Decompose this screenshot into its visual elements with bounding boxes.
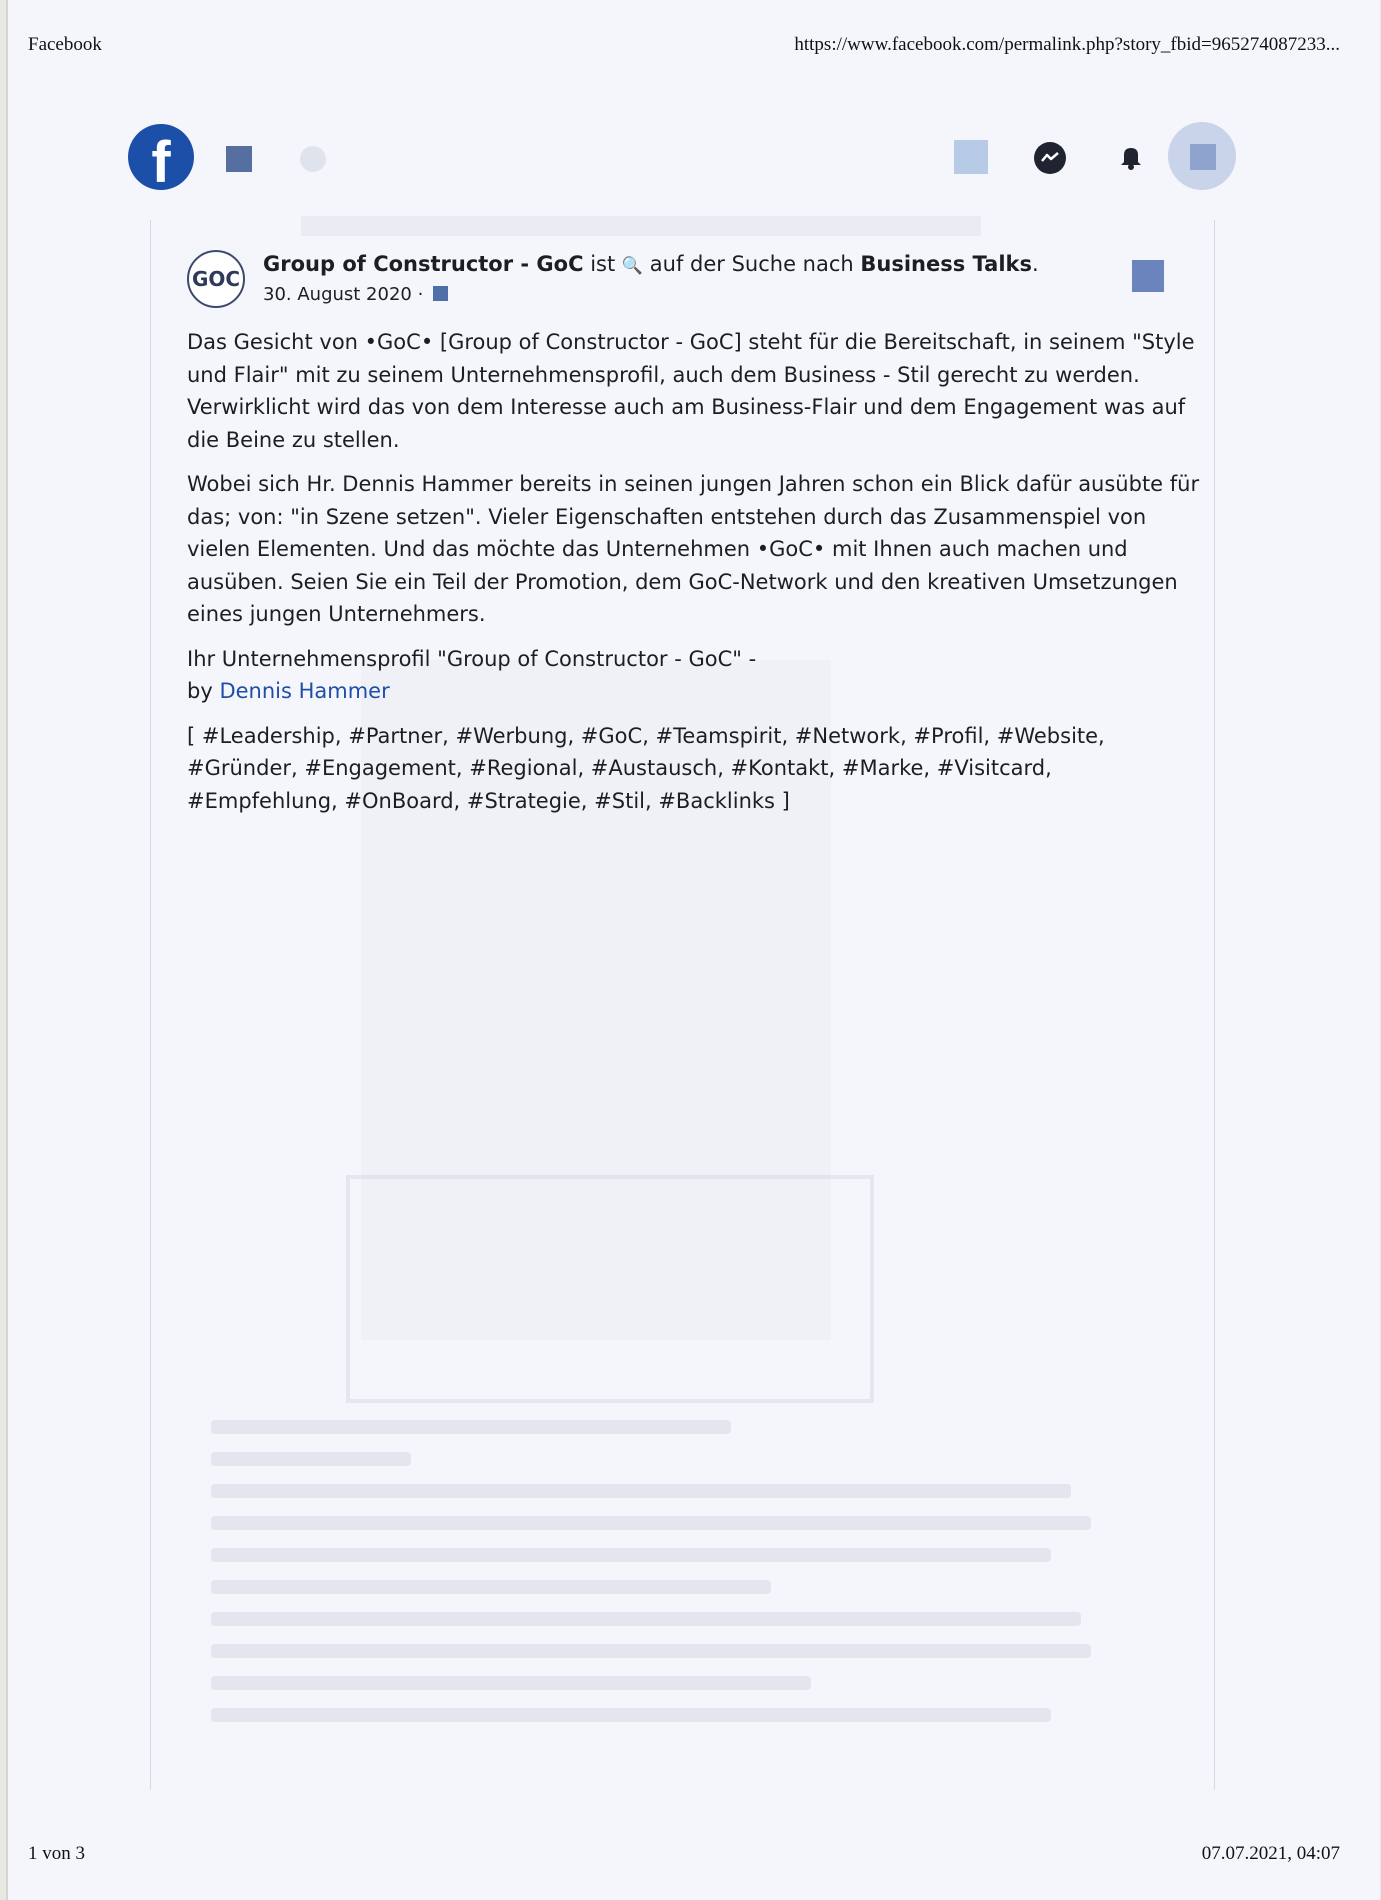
activity-target[interactable]: Business Talks [860,252,1032,276]
page-avatar[interactable]: GOC [187,250,245,308]
bell-icon[interactable] [1116,142,1146,172]
post-body [187,326,1207,829]
activity-prefix: ist [590,252,616,276]
messenger-icon[interactable] [1034,142,1066,174]
signature-line: Ihr Unternehmensprofil "Group of Constructor - GoC" - [187,646,757,671]
show-through-text [211,1420,1111,1740]
printed-page [6,0,1380,1900]
post-paragraph: Das Gesicht von •GoC• [Group of Constructor - GoC] steht für die Bereitschaft, in seinem "Style und Flair" mit zu seinem Unternehmensprofil, auch dem Business - Stil gerecht zu werden. Verwirklicht wird das von dem Interesse auch am Business-Flair und dem Engagement was auf die Beine zu stellen. [187,330,1195,452]
search-icon[interactable] [300,146,326,172]
post-card [150,220,1215,1790]
post-paragraph: Wobei sich Hr. Dennis Hammer bereits in seinen jungen Jahren schon ein Blick dafür ausübte für das; von: "in Szene setzen". Vieler Eigenschaften entstehen durch das Zusammenspiel von vielen Elementen. Und das möchte das Unternehmen •GoC• mit Ihnen auch machen und ausüben. Seien Sie ein Teil der Promotion, dem GoC-Network und den kreativen Umsetzungen eines jungen Unternehmers. [187,472,1200,626]
post-signature [187,643,1207,708]
post-meta [263,284,448,305]
print-header-url: https://www.facebook.com/permalink.php?story_fbid=965274087233... [794,34,1340,55]
activity-end: . [1032,252,1039,276]
print-header-site: Facebook [28,34,102,55]
facebook-logo-icon[interactable]: f [128,124,194,190]
by-prefix: by [187,679,213,703]
grid-icon[interactable] [954,140,988,174]
menu-icon[interactable] [226,146,252,172]
facebook-topbar [8,118,1380,198]
author-name[interactable]: Group of Constructor - GoC [263,252,584,276]
post-hashtags[interactable]: [ #Leadership, #Partner, #Werbung, #GoC, #Teamspirit, #Network, #Profil, #Website, #Gründer, #Engagement, #Regional, #Austausch, #Kontakt, #Marke, #Visitcard, #Empfehlung, #OnBoard, #Strategie, #Stil, #Backlinks ] [187,723,1105,813]
profile-link[interactable]: Dennis Hammer [219,679,390,703]
more-options-icon[interactable] [1132,260,1164,292]
magnifier-icon: 🔍 [621,256,644,276]
show-through-image [346,1175,874,1403]
audience-globe-icon [433,286,448,301]
show-through-image [301,216,981,236]
print-footer-page: 1 von 3 [28,1843,85,1864]
avatar-icon[interactable] [1168,122,1236,190]
post-author-line [263,252,1039,276]
print-footer-datetime: 07.07.2021, 04:07 [1201,1843,1340,1864]
post-date[interactable]: 30. August 2020 · [263,284,424,305]
activity-text: auf der Suche nach [649,252,854,276]
